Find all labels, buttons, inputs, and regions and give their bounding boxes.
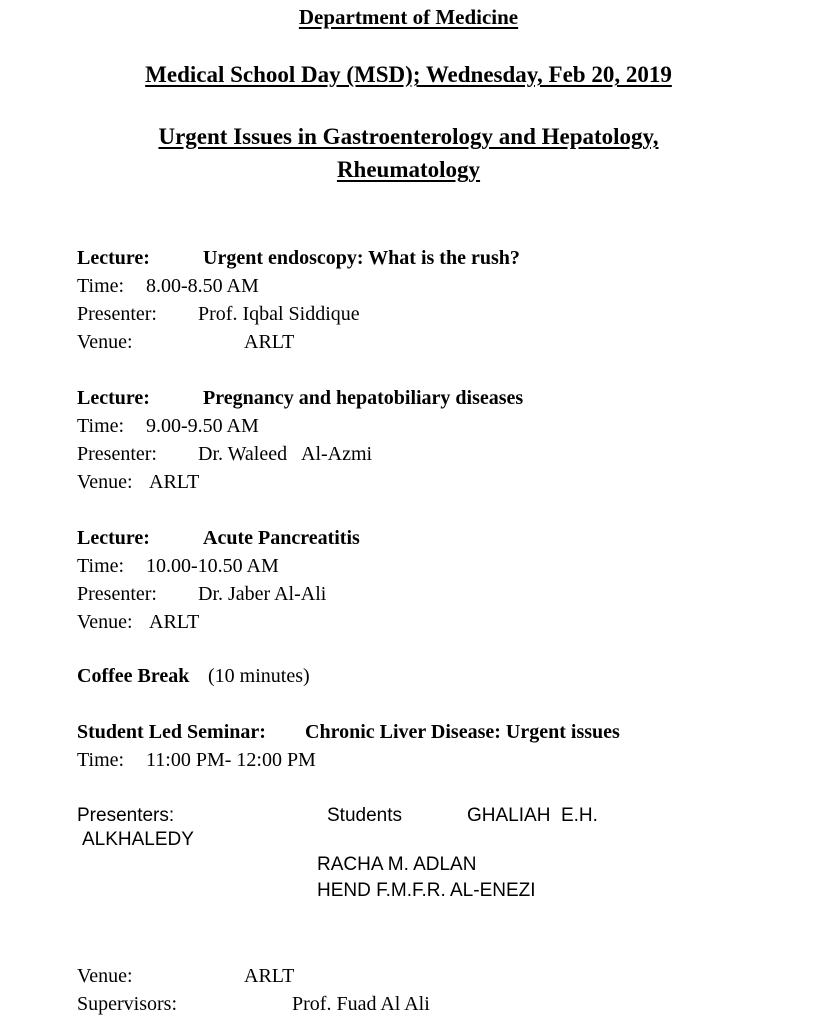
students-label: Students — [327, 805, 402, 826]
time-value: 9.00-9.50 AM — [146, 415, 259, 437]
venue-value: ARLT — [149, 471, 200, 493]
session-title: Urgent endoscopy: What is the rush? — [203, 247, 520, 269]
presenter-value: Prof. Iqbal Siddique — [198, 303, 360, 325]
seminar-title: Chronic Liver Disease: Urgent issues — [305, 721, 620, 743]
topic-title-line1: Urgent Issues in Gastroenterology and Hepatology, — [158, 124, 659, 149]
supervisors-label: Supervisors: — [77, 993, 177, 1015]
student-1-name: GHALIAH E.H. — [467, 805, 598, 826]
presenter-label: Presenter: — [77, 303, 157, 325]
session-type-label: Lecture: — [77, 387, 150, 409]
student-2-name: RACHA M. ADLAN — [317, 854, 477, 875]
venue-label: Venue: — [77, 471, 133, 493]
supervisor-value: Prof. Fuad Al Ali — [292, 993, 430, 1015]
venue-label: Venue: — [77, 331, 133, 353]
seminar-type-label: Student Led Seminar: — [77, 721, 266, 743]
coffee-break-duration: (10 minutes) — [208, 665, 310, 687]
venue-value: ARLT — [149, 611, 200, 633]
time-label: Time: — [77, 415, 125, 437]
presenters-label: Presenters: — [77, 805, 175, 826]
presenter-value: Dr. Jaber Al-Ali — [198, 583, 327, 605]
session-type-label: Lecture: — [77, 247, 150, 269]
topic-title-line2: Rheumatology — [336, 157, 481, 182]
time-value: 10.00-10.50 AM — [146, 555, 279, 577]
time-value: 8.00-8.50 AM — [146, 275, 259, 297]
presenter-label: Presenter: — [77, 443, 157, 465]
coffee-break-label: Coffee Break — [77, 665, 190, 687]
time-label: Time: — [77, 555, 125, 577]
venue-value: ARLT — [244, 331, 295, 353]
venue-label: Venue: — [77, 611, 133, 633]
presenter-label: Presenter: — [77, 583, 157, 605]
department-title: Department of Medicine — [298, 5, 519, 29]
time-label: Time: — [77, 275, 125, 297]
student-3-name: HEND F.M.F.R. AL-ENEZI — [317, 880, 536, 901]
venue-value: ARLT — [244, 965, 295, 987]
session-type-label: Lecture: — [77, 527, 150, 549]
time-value: 11:00 PM- 12:00 PM — [146, 749, 316, 771]
session-title: Acute Pancreatitis — [203, 527, 360, 549]
session-title: Pregnancy and hepatobiliary diseases — [203, 387, 524, 409]
venue-label: Venue: — [77, 965, 133, 987]
event-title: Medical School Day (MSD); Wednesday, Feb 20, 2019 — [145, 62, 672, 87]
presenter-value: Dr. Waleed Al-Azmi — [198, 443, 373, 465]
time-label: Time: — [77, 749, 125, 771]
student-1-surname: ALKHALEDY — [82, 829, 194, 850]
